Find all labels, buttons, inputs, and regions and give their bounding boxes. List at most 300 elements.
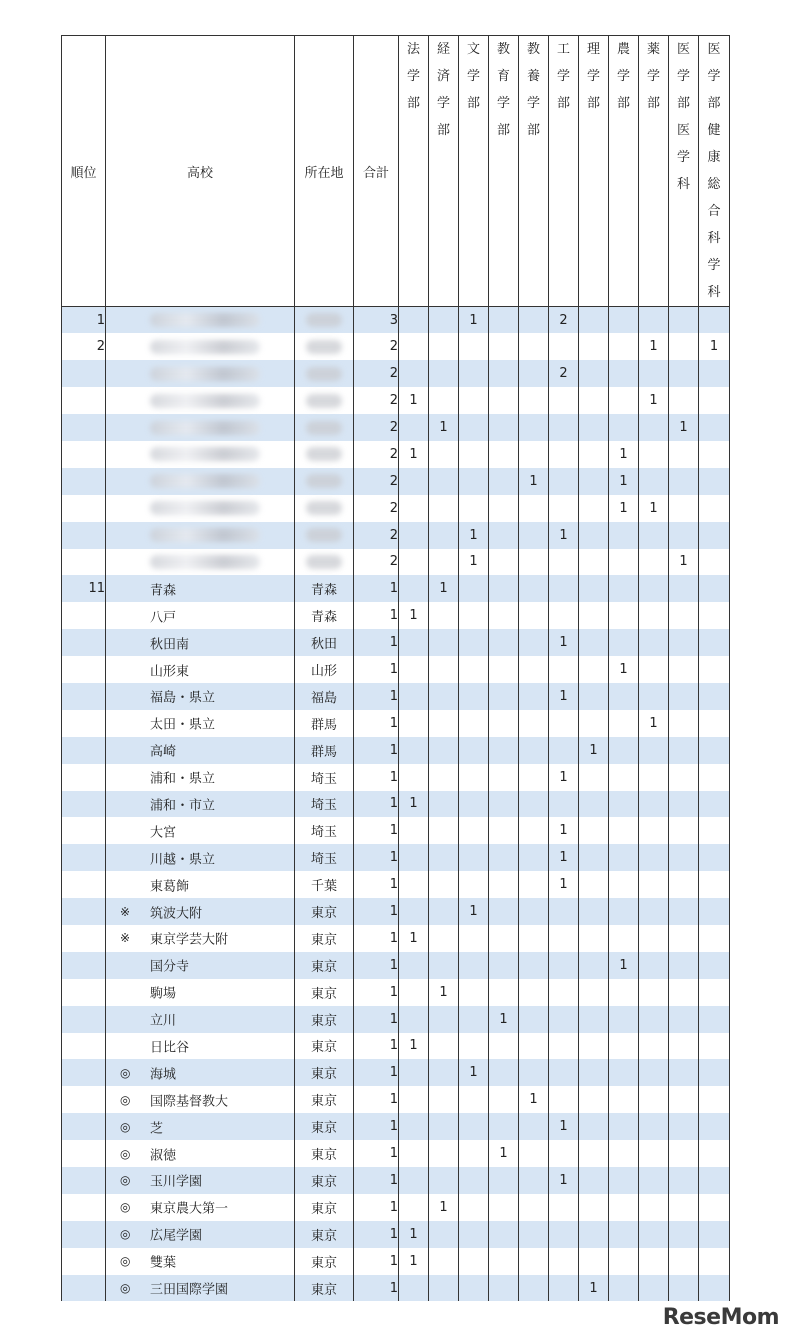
school-cell	[106, 1248, 295, 1275]
faculty-count-cell	[609, 791, 639, 818]
location-cell: 東京	[295, 1033, 354, 1060]
faculty-count-cell	[609, 360, 639, 387]
faculty-count-cell	[699, 871, 730, 898]
faculty-count-cell	[609, 307, 639, 334]
faculty-count-cell: 1	[549, 522, 579, 549]
faculty-count-cell	[639, 1248, 669, 1275]
faculty-count-cell: 1	[549, 817, 579, 844]
faculty-count-cell	[579, 414, 609, 441]
faculty-count-cell: 1	[579, 1275, 609, 1302]
header-faculty-3: 教 育 学 部	[489, 36, 519, 307]
table-row	[62, 1194, 730, 1221]
school-mark: ◎	[120, 1281, 131, 1295]
school-name: 国際基督教大	[150, 1094, 229, 1110]
table-row	[62, 360, 730, 387]
faculty-count-cell	[639, 602, 669, 629]
faculty-count-cell	[429, 710, 459, 737]
table-row	[62, 844, 730, 871]
school-mark: ◎	[120, 1146, 131, 1161]
faculty-count-cell	[669, 602, 699, 629]
faculty-count-cell	[489, 1194, 519, 1221]
school-name: 八戸	[150, 610, 177, 626]
faculty-count-cell	[489, 1033, 519, 1060]
school-cell	[106, 979, 295, 1006]
faculty-count-cell	[399, 898, 429, 925]
redacted-location	[306, 394, 342, 408]
faculty-count-cell	[519, 979, 549, 1006]
rank-cell	[62, 791, 106, 818]
faculty-count-cell	[699, 1248, 730, 1275]
faculty-count-cell	[669, 1033, 699, 1060]
faculty-count-cell	[549, 468, 579, 495]
school-cell	[106, 1113, 295, 1140]
table-row	[62, 817, 730, 844]
faculty-count-cell	[639, 1033, 669, 1060]
faculty-count-cell	[609, 817, 639, 844]
faculty-count-cell	[459, 575, 489, 602]
faculty-count-cell	[519, 629, 549, 656]
location-cell	[295, 387, 354, 414]
faculty-count-cell	[489, 414, 519, 441]
faculty-count-cell	[399, 1059, 429, 1086]
total-cell: 2	[354, 360, 399, 387]
total-cell: 2	[354, 549, 399, 576]
faculty-count-cell: 2	[549, 360, 579, 387]
faculty-count-cell	[639, 1167, 669, 1194]
total-cell: 1	[354, 710, 399, 737]
faculty-count-cell	[459, 602, 489, 629]
faculty-count-cell	[669, 1221, 699, 1248]
redacted-school	[150, 555, 260, 569]
faculty-count-cell	[609, 683, 639, 710]
faculty-count-cell	[459, 871, 489, 898]
rank-cell	[62, 710, 106, 737]
school-cell	[106, 1140, 295, 1167]
school-cell	[106, 629, 295, 656]
faculty-count-cell	[459, 333, 489, 360]
redacted-school	[150, 528, 260, 542]
faculty-count-cell	[549, 925, 579, 952]
faculty-count-cell	[399, 495, 429, 522]
rank-cell	[62, 549, 106, 576]
location-cell: 埼玉	[295, 791, 354, 818]
table-row	[62, 495, 730, 522]
faculty-count-cell	[699, 737, 730, 764]
faculty-count-cell	[519, 441, 549, 468]
faculty-count-cell	[579, 871, 609, 898]
header-faculty-10: 医 学 部 健 康 総 合 科 学 科	[699, 36, 730, 307]
school-mark: ◎	[120, 1173, 131, 1188]
faculty-count-cell	[579, 925, 609, 952]
faculty-count-cell	[609, 522, 639, 549]
faculty-count-cell	[669, 575, 699, 602]
faculty-count-cell: 1	[549, 1167, 579, 1194]
header-total: 合計	[354, 36, 399, 307]
faculty-count-cell	[669, 360, 699, 387]
faculty-count-cell	[579, 979, 609, 1006]
faculty-count-cell	[669, 522, 699, 549]
faculty-count-cell: 1	[609, 468, 639, 495]
faculty-count-cell	[429, 737, 459, 764]
faculty-count-cell	[399, 307, 429, 334]
faculty-count-cell	[549, 1006, 579, 1033]
faculty-count-cell	[609, 898, 639, 925]
total-cell: 3	[354, 307, 399, 334]
header-location: 所在地	[295, 36, 354, 307]
faculty-count-cell	[579, 656, 609, 683]
faculty-count-cell	[579, 817, 609, 844]
faculty-count-cell: 1	[489, 1140, 519, 1167]
faculty-count-cell	[519, 602, 549, 629]
faculty-count-cell	[699, 898, 730, 925]
rank-cell	[62, 387, 106, 414]
faculty-count-cell	[549, 441, 579, 468]
faculty-count-cell	[609, 1086, 639, 1113]
faculty-count-cell	[459, 1167, 489, 1194]
school-cell	[106, 710, 295, 737]
rank-cell	[62, 602, 106, 629]
faculty-count-cell	[609, 1006, 639, 1033]
faculty-count-cell	[699, 952, 730, 979]
rank-cell: 1	[62, 307, 106, 334]
table-row	[62, 575, 730, 602]
faculty-count-cell	[579, 952, 609, 979]
school-mark: ※	[120, 931, 131, 946]
faculty-count-cell	[489, 333, 519, 360]
faculty-count-cell	[699, 1221, 730, 1248]
faculty-count-cell	[459, 1033, 489, 1060]
faculty-count-cell	[699, 1275, 730, 1302]
faculty-count-cell	[639, 414, 669, 441]
table-row	[62, 549, 730, 576]
total-cell: 1	[354, 817, 399, 844]
faculty-count-cell	[489, 1113, 519, 1140]
redacted-school	[150, 313, 260, 327]
faculty-count-cell	[429, 1006, 459, 1033]
table-row	[62, 871, 730, 898]
total-cell: 2	[354, 522, 399, 549]
school-name: 広尾学園	[150, 1228, 203, 1244]
redacted-location	[306, 313, 342, 327]
faculty-count-cell	[429, 549, 459, 576]
faculty-count-cell	[669, 683, 699, 710]
faculty-count-cell	[429, 1140, 459, 1167]
faculty-count-cell	[429, 333, 459, 360]
faculty-count-cell	[549, 1248, 579, 1275]
faculty-count-cell	[429, 1113, 459, 1140]
faculty-count-cell	[699, 844, 730, 871]
faculty-count-cell	[579, 844, 609, 871]
table-row	[62, 710, 730, 737]
school-name: 福島・県立	[150, 690, 216, 706]
location-cell: 埼玉	[295, 764, 354, 791]
rank-cell	[62, 898, 106, 925]
faculty-count-cell	[699, 495, 730, 522]
faculty-count-cell	[489, 979, 519, 1006]
faculty-count-cell	[609, 764, 639, 791]
faculty-count-cell	[699, 441, 730, 468]
faculty-count-cell	[489, 656, 519, 683]
faculty-count-cell	[489, 522, 519, 549]
total-cell: 1	[354, 764, 399, 791]
faculty-count-cell: 1	[399, 387, 429, 414]
faculty-count-cell	[699, 1059, 730, 1086]
school-name: 玉川学園	[150, 1174, 203, 1190]
header-faculty-4: 教 養 学 部	[519, 36, 549, 307]
rank-cell	[62, 1194, 106, 1221]
faculty-count-cell	[609, 737, 639, 764]
faculty-count-cell	[489, 1086, 519, 1113]
faculty-count-cell: 1	[549, 764, 579, 791]
total-cell: 1	[354, 1221, 399, 1248]
redacted-location	[306, 447, 342, 461]
faculty-count-cell	[429, 441, 459, 468]
location-cell: 山形	[295, 656, 354, 683]
faculty-count-cell	[699, 683, 730, 710]
faculty-count-cell: 1	[399, 925, 429, 952]
faculty-count-cell	[699, 791, 730, 818]
faculty-count-cell	[489, 844, 519, 871]
total-cell: 2	[354, 387, 399, 414]
table-row	[62, 307, 730, 334]
faculty-count-cell: 1	[669, 414, 699, 441]
faculty-count-cell	[699, 629, 730, 656]
faculty-count-cell	[519, 522, 549, 549]
faculty-count-cell	[579, 683, 609, 710]
location-cell: 東京	[295, 1113, 354, 1140]
faculty-count-cell	[699, 307, 730, 334]
school-name: 秋田南	[150, 637, 190, 653]
faculty-count-cell	[609, 575, 639, 602]
faculty-count-cell	[459, 360, 489, 387]
faculty-count-cell	[519, 1167, 549, 1194]
school-name: 大宮	[150, 825, 177, 841]
total-cell: 1	[354, 1167, 399, 1194]
faculty-count-cell	[609, 1248, 639, 1275]
faculty-count-cell	[579, 1248, 609, 1275]
rank-cell	[62, 1113, 106, 1140]
rank-cell	[62, 683, 106, 710]
location-cell: 東京	[295, 925, 354, 952]
faculty-count-cell	[489, 1275, 519, 1302]
faculty-count-cell	[699, 360, 730, 387]
redacted-location	[306, 340, 342, 354]
faculty-count-cell	[519, 1006, 549, 1033]
faculty-count-cell	[609, 1194, 639, 1221]
faculty-count-cell	[489, 1167, 519, 1194]
faculty-count-cell	[699, 1167, 730, 1194]
faculty-count-cell	[429, 952, 459, 979]
faculty-count-cell: 1	[399, 1221, 429, 1248]
faculty-count-cell	[549, 549, 579, 576]
faculty-count-cell	[699, 602, 730, 629]
faculty-count-cell	[639, 871, 669, 898]
total-cell: 1	[354, 898, 399, 925]
location-cell: 福島	[295, 683, 354, 710]
school-mark: ◎	[120, 1065, 131, 1080]
faculty-count-cell	[699, 468, 730, 495]
faculty-count-cell	[519, 360, 549, 387]
total-cell: 1	[354, 1006, 399, 1033]
faculty-count-cell: 1	[459, 522, 489, 549]
faculty-count-cell	[639, 952, 669, 979]
redacted-school	[150, 447, 260, 461]
location-cell: 千葉	[295, 871, 354, 898]
school-cell	[106, 333, 295, 360]
faculty-count-cell	[519, 414, 549, 441]
faculty-count-cell	[429, 360, 459, 387]
faculty-count-cell	[669, 871, 699, 898]
school-name: 芝	[150, 1121, 164, 1137]
faculty-count-cell	[459, 791, 489, 818]
faculty-count-cell	[459, 1140, 489, 1167]
faculty-count-cell	[429, 898, 459, 925]
faculty-count-cell	[669, 737, 699, 764]
total-cell: 1	[354, 1140, 399, 1167]
location-cell	[295, 549, 354, 576]
school-cell	[106, 737, 295, 764]
faculty-count-cell	[459, 952, 489, 979]
faculty-count-cell	[579, 602, 609, 629]
faculty-count-cell	[639, 1140, 669, 1167]
faculty-count-cell	[519, 333, 549, 360]
faculty-count-cell	[579, 1059, 609, 1086]
faculty-count-cell	[399, 629, 429, 656]
faculty-count-cell	[429, 791, 459, 818]
faculty-count-cell	[489, 737, 519, 764]
location-cell: 東京	[295, 1167, 354, 1194]
faculty-count-cell	[489, 871, 519, 898]
faculty-count-cell	[549, 1059, 579, 1086]
faculty-count-cell	[399, 360, 429, 387]
location-cell: 東京	[295, 979, 354, 1006]
rank-cell	[62, 952, 106, 979]
faculty-count-cell	[669, 441, 699, 468]
rank-cell	[62, 925, 106, 952]
faculty-count-cell	[519, 1275, 549, 1302]
table-row	[62, 387, 730, 414]
faculty-count-cell	[519, 925, 549, 952]
faculty-count-cell	[549, 387, 579, 414]
faculty-count-cell	[399, 952, 429, 979]
total-cell: 1	[354, 1086, 399, 1113]
faculty-count-cell	[519, 737, 549, 764]
school-mark: ◎	[120, 1119, 131, 1134]
faculty-count-cell	[549, 710, 579, 737]
faculty-count-cell	[459, 979, 489, 1006]
faculty-count-cell: 1	[399, 441, 429, 468]
faculty-count-cell: 1	[489, 1006, 519, 1033]
faculty-count-cell	[579, 764, 609, 791]
faculty-count-cell	[489, 307, 519, 334]
faculty-count-cell	[639, 1194, 669, 1221]
school-name: 淑徳	[150, 1148, 177, 1164]
faculty-count-cell	[579, 387, 609, 414]
faculty-count-cell	[669, 710, 699, 737]
rank-cell	[62, 1221, 106, 1248]
faculty-count-cell	[429, 817, 459, 844]
faculty-count-cell	[519, 575, 549, 602]
table-row	[62, 441, 730, 468]
rank-cell	[62, 629, 106, 656]
faculty-count-cell	[549, 575, 579, 602]
total-cell: 2	[354, 468, 399, 495]
faculty-count-cell	[429, 656, 459, 683]
rank-cell	[62, 979, 106, 1006]
table-row	[62, 1033, 730, 1060]
faculty-count-cell	[399, 844, 429, 871]
table-row	[62, 683, 730, 710]
location-cell: 青森	[295, 575, 354, 602]
location-cell	[295, 307, 354, 334]
faculty-count-cell	[609, 414, 639, 441]
faculty-count-cell	[489, 683, 519, 710]
faculty-count-cell	[549, 1033, 579, 1060]
total-cell: 2	[354, 495, 399, 522]
faculty-count-cell	[459, 683, 489, 710]
faculty-count-cell	[489, 387, 519, 414]
faculty-count-cell	[399, 764, 429, 791]
faculty-count-cell	[639, 791, 669, 818]
faculty-count-cell	[639, 1275, 669, 1302]
total-cell: 1	[354, 683, 399, 710]
faculty-count-cell	[639, 1059, 669, 1086]
school-cell	[106, 1059, 295, 1086]
faculty-count-cell	[639, 1086, 669, 1113]
total-cell: 1	[354, 1059, 399, 1086]
total-cell: 1	[354, 602, 399, 629]
faculty-count-cell: 1	[609, 656, 639, 683]
faculty-count-cell	[489, 360, 519, 387]
location-cell: 東京	[295, 1086, 354, 1113]
school-name: 青森	[150, 583, 177, 599]
faculty-count-cell	[699, 575, 730, 602]
total-cell: 2	[354, 441, 399, 468]
faculty-count-cell	[429, 844, 459, 871]
faculty-count-cell	[429, 629, 459, 656]
table-row	[62, 979, 730, 1006]
table-row	[62, 1221, 730, 1248]
faculty-count-cell	[489, 1248, 519, 1275]
faculty-count-cell	[579, 441, 609, 468]
rank-cell	[62, 360, 106, 387]
faculty-count-cell: 1	[399, 602, 429, 629]
table-row	[62, 1006, 730, 1033]
redacted-location	[306, 367, 342, 381]
faculty-count-cell	[609, 1140, 639, 1167]
faculty-count-cell	[579, 791, 609, 818]
header-faculty-2: 文 学 部	[459, 36, 489, 307]
faculty-count-cell	[639, 925, 669, 952]
faculty-count-cell	[639, 683, 669, 710]
table-row	[62, 629, 730, 656]
redacted-location	[306, 501, 342, 515]
faculty-count-cell	[429, 602, 459, 629]
school-cell	[106, 360, 295, 387]
faculty-count-cell	[549, 791, 579, 818]
redacted-school	[150, 367, 260, 381]
faculty-count-cell	[579, 1113, 609, 1140]
location-cell: 秋田	[295, 629, 354, 656]
faculty-count-cell: 1	[549, 1113, 579, 1140]
faculty-count-cell	[489, 925, 519, 952]
faculty-count-cell	[699, 1006, 730, 1033]
faculty-count-cell	[429, 871, 459, 898]
school-name: 山形東	[150, 664, 190, 680]
faculty-count-cell	[579, 360, 609, 387]
faculty-count-cell	[459, 710, 489, 737]
faculty-count-cell	[639, 898, 669, 925]
